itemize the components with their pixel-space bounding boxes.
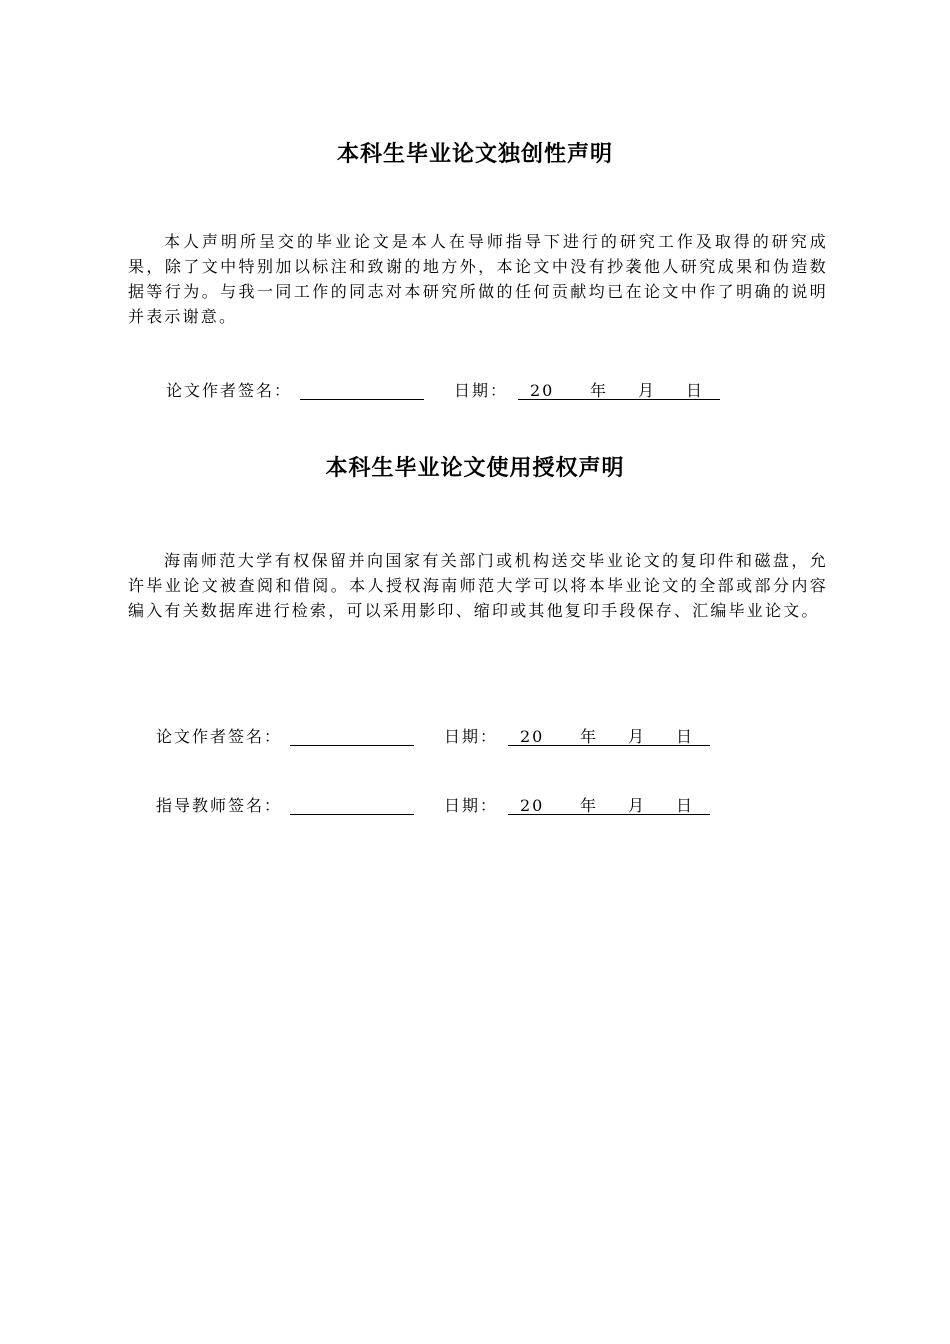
author-signature-field[interactable] xyxy=(290,745,414,746)
date-year-unit: 年 xyxy=(580,727,599,746)
date-year: 20 xyxy=(530,381,555,400)
originality-signature-row xyxy=(166,379,726,403)
date-month-unit: 月 xyxy=(638,381,657,400)
originality-body: 本人声明所呈交的毕业论文是本人在导师指导下进行的研究工作及取得的研究成果，除了文中特别加以标注和致谢的地方外，本论文中没有抄袭他人研究成果和伪造数据等行为。与我一同工作的同志对本研究所做的任何贡献均已在论文中作了明确的说明并表示谢意。 xyxy=(128,232,828,326)
date-year-unit: 年 xyxy=(590,381,609,400)
advisor-signature-field[interactable] xyxy=(290,814,414,815)
author-signature-field[interactable] xyxy=(300,399,424,400)
date-day-unit: 日 xyxy=(676,796,695,815)
date-year: 20 xyxy=(520,796,545,815)
date-day-unit: 日 xyxy=(686,381,705,400)
date-label: 日期： xyxy=(444,727,499,746)
date-label: 日期： xyxy=(454,381,509,400)
date-month-unit: 月 xyxy=(628,727,647,746)
date-month-unit: 月 xyxy=(628,796,647,815)
author-signature-label: 论文作者签名： xyxy=(166,381,293,400)
authorization-title: 本科生毕业论文使用授权声明 xyxy=(325,456,625,481)
date-label: 日期： xyxy=(444,796,499,815)
advisor-signature-label: 指导教师签名： xyxy=(156,796,283,815)
originality-title: 本科生毕业论文独创性声明 xyxy=(336,142,613,167)
authorization-body: 海南师范大学有权保留并向国家有关部门或机构送交毕业论文的复印件和磁盘，允许毕业论文被查阅和借阅。本人授权海南师范大学可以将本毕业论文的全部或部分内容编入有关数据库进行检索，可以采用影印、缩印或其他复印手段保存、汇编毕业论文。 xyxy=(128,551,828,620)
authorization-author-signature-row xyxy=(156,725,716,749)
date-day-unit: 日 xyxy=(676,727,695,746)
author-signature-label: 论文作者签名： xyxy=(156,727,283,746)
date-year-unit: 年 xyxy=(580,796,599,815)
authorization-advisor-signature-row xyxy=(156,794,716,818)
date-year: 20 xyxy=(520,727,545,746)
